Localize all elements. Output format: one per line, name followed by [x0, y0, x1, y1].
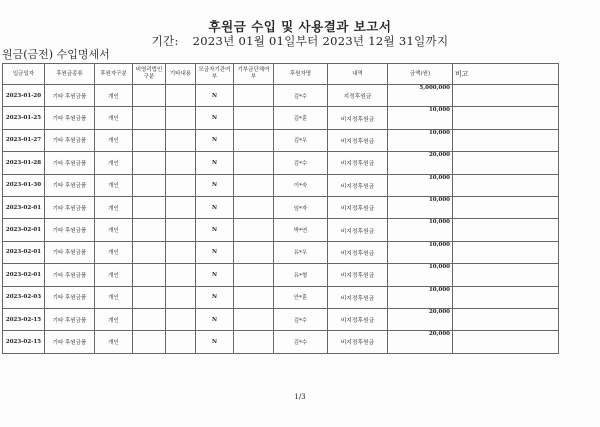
cell-type: 기타 후원금품: [45, 129, 95, 151]
cell-type: 기타 후원금품: [45, 196, 95, 218]
cell-gibu: [234, 219, 274, 241]
cell-type: 기타 후원금품: [45, 308, 95, 330]
cell-donor-name: 유*형: [274, 264, 328, 286]
cell-etc: [166, 264, 196, 286]
cell-donor-name: 김*수: [274, 152, 328, 174]
cell-gibu: [234, 174, 274, 196]
cell-donor-kind: 개인: [95, 286, 133, 308]
section-subtitle: 원금(금전) 수입명세서: [2, 48, 110, 61]
table-row: [3, 129, 559, 151]
cell-donor-name: 김*수: [274, 331, 328, 353]
cell-date: 2023-01-20: [3, 85, 45, 107]
table-row: [3, 308, 559, 330]
cell-date: 2023-01-27: [3, 129, 45, 151]
cell-mogeum: N: [196, 219, 234, 241]
cell-donor-kind: 개인: [95, 241, 133, 263]
table-row: [3, 107, 559, 129]
cell-amount: 10,000: [388, 174, 453, 196]
header-date: 입금일자: [3, 64, 45, 85]
cell-nonprofit: [133, 308, 166, 330]
cell-remark: [453, 308, 559, 330]
cell-remark: [453, 264, 559, 286]
header-amount: 금액(원): [388, 64, 453, 85]
cell-etc: [166, 331, 196, 353]
cell-etc: [166, 241, 196, 263]
cell-etc: [166, 85, 196, 107]
cell-gibu: [234, 241, 274, 263]
cell-donor-kind: 개인: [95, 219, 133, 241]
cell-donor-kind: 개인: [95, 331, 133, 353]
cell-remark: [453, 286, 559, 308]
cell-amount: 20,000: [388, 308, 453, 330]
cell-nonprofit: [133, 286, 166, 308]
cell-mogeum: N: [196, 174, 234, 196]
cell-type: 기타 후원금품: [45, 219, 95, 241]
cell-gibu: [234, 331, 274, 353]
cell-etc: [166, 286, 196, 308]
table-row: [3, 331, 559, 353]
cell-nonprofit: [133, 107, 166, 129]
cell-gibu: [234, 85, 274, 107]
header-type: 후원금종류: [45, 64, 95, 85]
cell-donor-kind: 개인: [95, 85, 133, 107]
table-row: [3, 286, 559, 308]
cell-desc: 비지정후원금: [328, 286, 388, 308]
table-row: [3, 152, 559, 174]
cell-remark: [453, 241, 559, 263]
cell-donor-kind: 개인: [95, 264, 133, 286]
cell-remark: [453, 174, 559, 196]
cell-etc: [166, 174, 196, 196]
table-row: [3, 85, 559, 107]
cell-amount: 10,000: [388, 196, 453, 218]
cell-nonprofit: [133, 219, 166, 241]
cell-etc: [166, 196, 196, 218]
donation-table: [2, 63, 559, 354]
header-etc: 기타내용: [166, 64, 196, 85]
cell-desc: 비지정후원금: [328, 241, 388, 263]
cell-mogeum: N: [196, 286, 234, 308]
cell-desc: 지정후원금: [328, 85, 388, 107]
cell-nonprofit: [133, 174, 166, 196]
cell-mogeum: N: [196, 107, 234, 129]
cell-date: 2023-01-25: [3, 107, 45, 129]
cell-nonprofit: [133, 331, 166, 353]
cell-remark: [453, 152, 559, 174]
table-row: [3, 196, 559, 218]
cell-etc: [166, 308, 196, 330]
period-value: 2023년 01월 01일부터 2023년 12월 31일까지: [192, 34, 449, 48]
cell-donor-kind: 개인: [95, 152, 133, 174]
cell-donor-kind: 개인: [95, 174, 133, 196]
cell-gibu: [234, 264, 274, 286]
cell-etc: [166, 152, 196, 174]
cell-donor-name: 임*자: [274, 196, 328, 218]
cell-date: 2023-02-01: [3, 264, 45, 286]
cell-mogeum: N: [196, 196, 234, 218]
header-gibu: 기부금단체여부: [234, 64, 274, 85]
cell-nonprofit: [133, 152, 166, 174]
period-label: 기간:: [151, 34, 179, 48]
table-body: [3, 85, 559, 354]
cell-amount: 10,000: [388, 241, 453, 263]
cell-amount: 10,000: [388, 264, 453, 286]
header-mogeum: 모금자기관여부: [196, 64, 234, 85]
cell-nonprofit: [133, 196, 166, 218]
cell-type: 기타 후원금품: [45, 152, 95, 174]
cell-nonprofit: [133, 129, 166, 151]
cell-donor-kind: 개인: [95, 308, 133, 330]
cell-donor-kind: 개인: [95, 129, 133, 151]
cell-amount: 5,000,000: [388, 85, 453, 107]
cell-nonprofit: [133, 85, 166, 107]
cell-mogeum: N: [196, 129, 234, 151]
header-desc: 내역: [328, 64, 388, 85]
cell-donor-name: 김*훈: [274, 107, 328, 129]
cell-amount: 10,000: [388, 129, 453, 151]
cell-remark: [453, 85, 559, 107]
cell-date: 2023-02-01: [3, 219, 45, 241]
cell-donor-kind: 개인: [95, 196, 133, 218]
header-remark: 비고: [453, 64, 559, 85]
cell-desc: 비지정후원금: [328, 152, 388, 174]
cell-desc: 비지정후원금: [328, 331, 388, 353]
cell-gibu: [234, 308, 274, 330]
cell-desc: 비지정후원금: [328, 129, 388, 151]
cell-amount: 10,000: [388, 219, 453, 241]
cell-type: 기타 후원금품: [45, 331, 95, 353]
cell-gibu: [234, 129, 274, 151]
cell-donor-name: 김*수: [274, 85, 328, 107]
cell-donor-name: 김*우: [274, 129, 328, 151]
cell-etc: [166, 107, 196, 129]
cell-gibu: [234, 286, 274, 308]
cell-mogeum: N: [196, 308, 234, 330]
cell-date: 2023-01-30: [3, 174, 45, 196]
cell-desc: 비지정후원금: [328, 107, 388, 129]
cell-mogeum: N: [196, 241, 234, 263]
page-number: 1/3: [294, 393, 306, 401]
cell-type: 기타 후원금품: [45, 264, 95, 286]
cell-mogeum: N: [196, 152, 234, 174]
cell-type: 기타 후원금품: [45, 286, 95, 308]
cell-donor-kind: 개인: [95, 107, 133, 129]
cell-date: 2023-02-15: [3, 331, 45, 353]
cell-remark: [453, 107, 559, 129]
table-row: [3, 174, 559, 196]
cell-mogeum: N: [196, 331, 234, 353]
cell-desc: 비지정후원금: [328, 308, 388, 330]
cell-type: 기타 후원금품: [45, 174, 95, 196]
header-donor-name: 후원자명: [274, 64, 328, 85]
cell-type: 기타 후원금품: [45, 107, 95, 129]
report-title: 후원금 수입 및 사용결과 보고서: [208, 19, 392, 34]
cell-donor-name: 김*수: [274, 308, 328, 330]
cell-donor-name: 박*연: [274, 219, 328, 241]
cell-gibu: [234, 152, 274, 174]
cell-date: 2023-02-15: [3, 308, 45, 330]
cell-donor-name: 안*훈: [274, 286, 328, 308]
cell-desc: 비지정후원금: [328, 196, 388, 218]
cell-nonprofit: [133, 241, 166, 263]
cell-date: 2023-02-01: [3, 241, 45, 263]
cell-amount: 20,000: [388, 152, 453, 174]
cell-etc: [166, 219, 196, 241]
header-nonprofit: 비영리법인구분: [133, 64, 166, 85]
cell-date: 2023-02-03: [3, 286, 45, 308]
table-header-row: [3, 64, 559, 85]
cell-donor-name: 이*숙: [274, 174, 328, 196]
table-row: [3, 264, 559, 286]
cell-mogeum: N: [196, 264, 234, 286]
cell-donor-name: 유*우: [274, 241, 328, 263]
cell-remark: [453, 219, 559, 241]
cell-date: 2023-02-01: [3, 196, 45, 218]
cell-gibu: [234, 107, 274, 129]
cell-remark: [453, 196, 559, 218]
cell-desc: 비지정후원금: [328, 174, 388, 196]
cell-type: 기타 후원금품: [45, 85, 95, 107]
table-row: [3, 241, 559, 263]
cell-amount: 10,000: [388, 107, 453, 129]
cell-nonprofit: [133, 264, 166, 286]
cell-remark: [453, 129, 559, 151]
cell-desc: 비지정후원금: [328, 264, 388, 286]
table-row: [3, 219, 559, 241]
cell-amount: 10,000: [388, 286, 453, 308]
cell-desc: 비지정후원금: [328, 219, 388, 241]
cell-date: 2023-01-28: [3, 152, 45, 174]
cell-etc: [166, 129, 196, 151]
header-donor-kind: 후원자구분: [95, 64, 133, 85]
cell-amount: 20,000: [388, 331, 453, 353]
cell-remark: [453, 331, 559, 353]
cell-gibu: [234, 196, 274, 218]
cell-type: 기타 후원금품: [45, 241, 95, 263]
cell-mogeum: N: [196, 85, 234, 107]
